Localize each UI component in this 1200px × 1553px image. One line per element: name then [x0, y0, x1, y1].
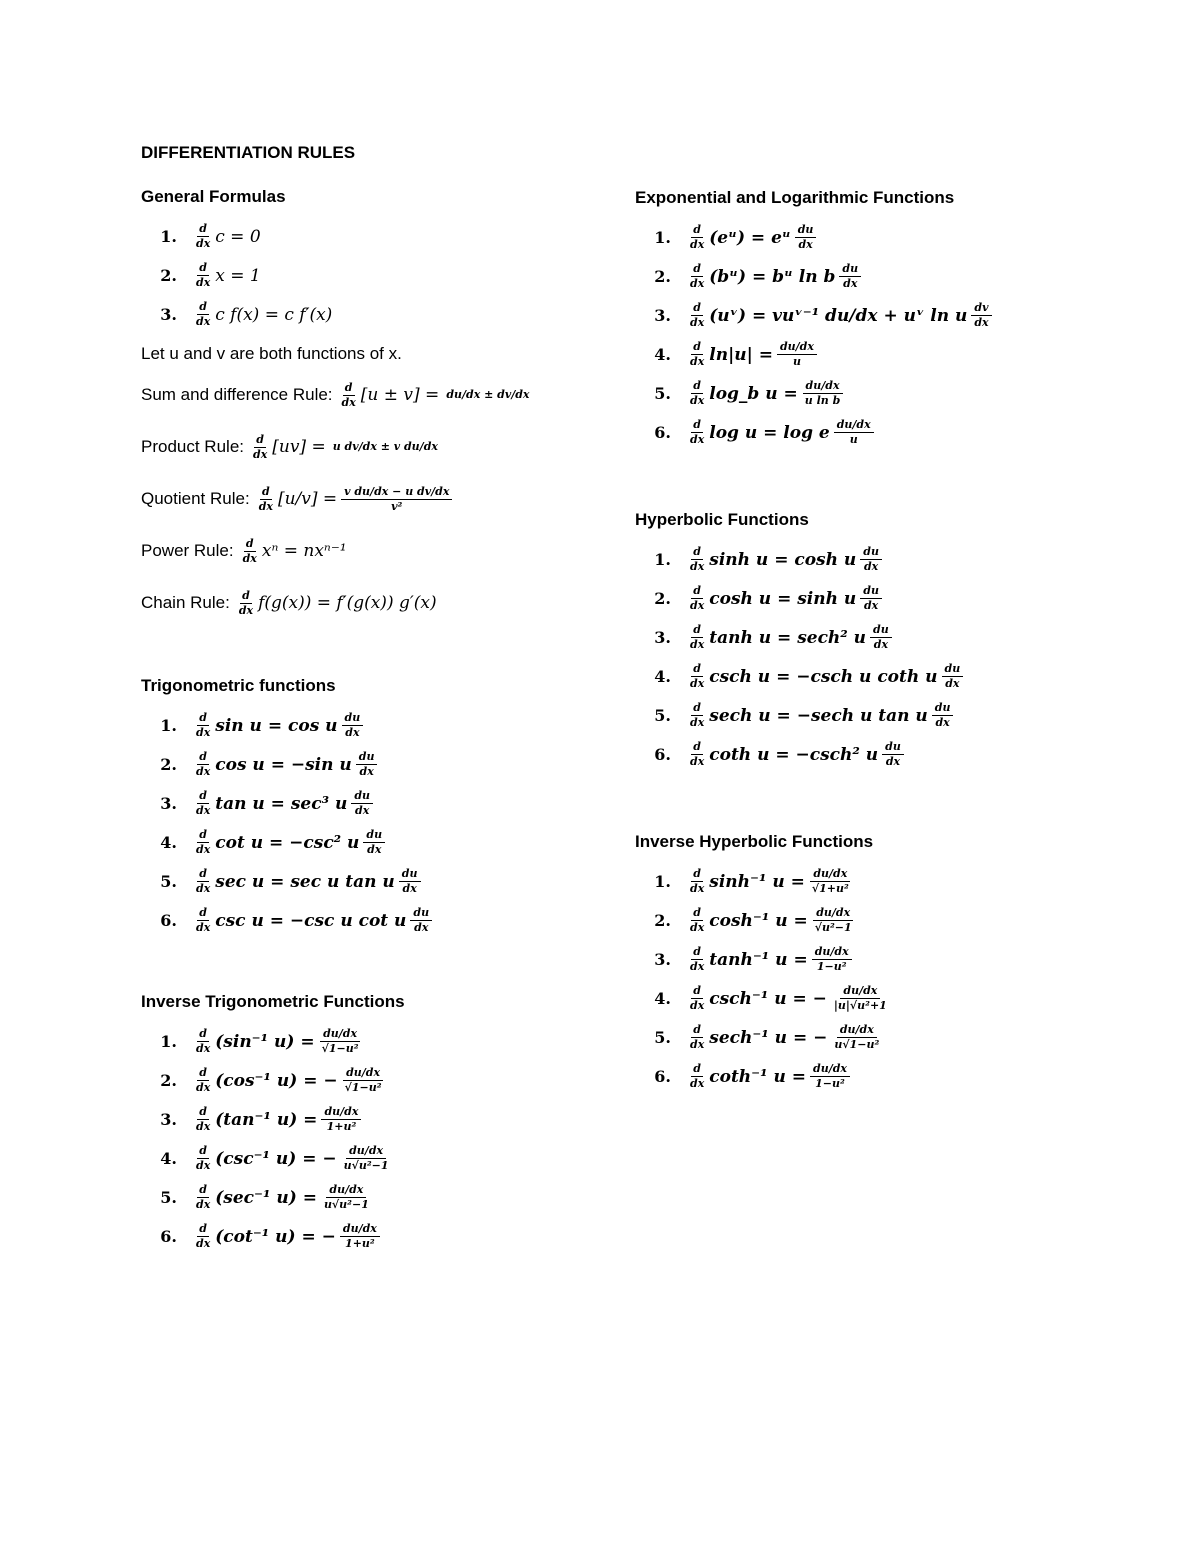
list-item — [141, 862, 601, 901]
formula-rhs: du dx — [399, 867, 421, 896]
item-number: 2. — [160, 266, 177, 285]
list-item — [141, 256, 601, 295]
formula: [uv] = — [272, 437, 326, 457]
formula: tan u = sec³ u — [215, 793, 348, 814]
derivative-operator: $\frac{d}{dx}$ — [196, 261, 211, 289]
inverse-trig-list — [141, 1022, 601, 1256]
formula-rhs: $\frac{du/dx}{\text{u ln b}}$ — [802, 379, 844, 408]
formula-rhs: $\frac{du/dx}{\text{√1−u²}}$ — [344, 1066, 382, 1094]
item-number: 5. — [160, 1188, 177, 1207]
formula: csc u = −csc u cot u — [215, 910, 407, 931]
derivative-operator: $\frac{d}{dx}$ — [690, 867, 705, 895]
sum-rule: Sum and difference Rule: $\frac{d}{dx}$ [u ± v] = du/dx ± dv/dx — [141, 380, 601, 410]
formula-rhs: dv dx — [971, 301, 991, 330]
formula-rhs: $\frac{du/dx}{\text{u√1−u²}}$ — [834, 1023, 880, 1051]
list-item — [635, 657, 1095, 696]
derivative-operator: $\frac{d}{dx}$ — [690, 1023, 705, 1051]
formula-rhs: $\frac{du/dx}{\text{u√u²−1}}$ — [323, 1183, 369, 1211]
derivative-operator: $\frac{d}{dx}$ — [690, 340, 705, 368]
hyperbolic-heading: Hyperbolic Functions — [635, 510, 809, 529]
list-item — [635, 862, 1095, 901]
list-item — [635, 413, 1095, 452]
item-number: 3. — [160, 305, 177, 324]
formula-rhs: du dx — [860, 584, 882, 613]
list-item — [635, 1018, 1095, 1057]
derivative-operator: $\frac{d}{dx}$ — [690, 223, 705, 251]
derivative-operator: $\frac{d}{dx}$ — [690, 1062, 705, 1090]
list-item — [635, 335, 1095, 374]
formula: sinh u = cosh u — [709, 549, 857, 570]
inverse-hyperbolic-list — [635, 862, 1095, 1096]
let-statement: Let u and v are both functions of x. — [141, 344, 402, 363]
rule-rhs: u dv/dx ± v du/dx — [332, 440, 438, 453]
item-number: 5. — [654, 706, 671, 725]
formula-rhs: du dx — [363, 828, 385, 857]
formula-rhs: du dx — [882, 740, 904, 769]
page-title: DIFFERENTIATION RULES — [141, 143, 356, 162]
item-number: 4. — [654, 667, 671, 686]
quotient-rule: Quotient Rule: $\frac{d}{dx}$ [u/v] = $\frac{\text{v du/dx − u dv/dx}}{\text{v²}}$ — [141, 484, 601, 514]
formula: sech u = −sech u tan u — [709, 705, 928, 726]
formula-rhs: du dx — [839, 262, 861, 291]
derivative-operator: $\frac{d}{dx}$ — [196, 222, 211, 250]
item-number: 2. — [160, 1071, 177, 1090]
formula-rhs: $\frac{du/dx}{\text{√1−u²}}$ — [321, 1027, 359, 1055]
derivative-operator: $\frac{d}{dx}$ — [690, 301, 705, 329]
inverse-hyperbolic-heading: Inverse Hyperbolic Functions — [635, 832, 874, 851]
list-item — [635, 735, 1095, 774]
derivative-operator: $\frac{d}{dx}$ — [690, 740, 705, 768]
list-item — [141, 745, 601, 784]
formula-rhs: $\frac{du/dx}{\text{1+u²}}$ — [340, 1222, 380, 1251]
formula: coth⁻¹ u = — [709, 1066, 807, 1087]
derivative-operator: $\frac{d}{dx}$ — [196, 300, 211, 328]
formula: (uᵛ) = vuᵛ⁻¹ du/dx + uᵛ ln u — [709, 305, 968, 326]
derivative-operator: $\frac{d}{dx}$ — [196, 1183, 211, 1211]
derivative-operator: $\frac{d}{dx}$ — [196, 1066, 211, 1094]
formula: (csc⁻¹ u) = − — [215, 1148, 337, 1169]
item-number: 4. — [654, 345, 671, 364]
formula: x = 1 — [215, 265, 261, 286]
formula: ln|u| = — [709, 344, 773, 365]
formula: (sec⁻¹ u) = — [215, 1187, 317, 1208]
formula-rhs: $\frac{du/dx}{\text{√u²−1}}$ — [814, 906, 852, 934]
formula: sec u = sec u tan u — [215, 871, 395, 892]
formula: csch u = −csch u coth u — [709, 666, 938, 687]
list-item — [141, 295, 601, 334]
formula-rhs: du dx — [870, 623, 892, 652]
formula-rhs: $\frac{du/dx}{\text{1+u²}}$ — [321, 1105, 361, 1134]
item-number: 6. — [160, 911, 177, 930]
list-item — [141, 1022, 601, 1061]
formula-rhs: du dx — [932, 701, 954, 730]
derivative-operator: $\frac{d}{dx}$ — [196, 711, 211, 739]
derivative-operator: $\frac{d}{dx}$ — [690, 418, 705, 446]
list-item — [635, 296, 1095, 335]
formula: sin u = cos u — [215, 715, 338, 736]
formula: cos u = −sin u — [215, 754, 352, 775]
item-number: 2. — [654, 589, 671, 608]
list-item — [635, 257, 1095, 296]
item-number: 3. — [654, 628, 671, 647]
item-number: 2. — [160, 755, 177, 774]
formula: c = 0 — [215, 226, 261, 247]
item-number: 4. — [160, 1149, 177, 1168]
derivative-operator: $\frac{d}{dx}$ — [242, 536, 257, 565]
item-number: 4. — [654, 989, 671, 1008]
formula-rhs: $\frac{du/dx}{\text{√1+u²}}$ — [811, 867, 849, 895]
item-number: 3. — [654, 306, 671, 325]
inverse-trig-heading: Inverse Trigonometric Functions — [141, 992, 405, 1011]
left-column — [141, 143, 601, 1256]
item-number: 1. — [654, 550, 671, 569]
rule-rhs: du/dx ± dv/dx — [446, 388, 530, 401]
formula: cosh⁻¹ u = — [709, 910, 808, 931]
trig-list — [141, 706, 601, 940]
derivative-operator: $\frac{d}{dx}$ — [690, 701, 705, 729]
derivative-operator: $\frac{d}{dx}$ — [690, 984, 705, 1012]
list-item — [635, 374, 1095, 413]
derivative-operator: $\frac{d}{dx}$ — [196, 1027, 211, 1055]
formula: (tan⁻¹ u) = — [215, 1109, 318, 1130]
power-rule: Power Rule: $\frac{d}{dx}$ xⁿ = nxⁿ⁻¹ — [141, 536, 347, 565]
formula-rhs: du dx — [342, 711, 364, 740]
formula-rhs: du dx — [410, 906, 432, 935]
formula: [u/v] = — [277, 489, 338, 509]
formula: tanh u = sech² u — [709, 627, 867, 648]
item-number: 2. — [654, 911, 671, 930]
list-item — [141, 1061, 601, 1100]
item-number: 3. — [160, 794, 177, 813]
formula-rhs: du dx — [942, 662, 964, 691]
derivative-operator: $\frac{d}{dx}$ — [196, 750, 211, 778]
formula-rhs: du dx — [860, 545, 882, 574]
list-item — [635, 1057, 1095, 1096]
formula: c f(x) = c f′(x) — [215, 304, 333, 325]
list-item — [635, 618, 1095, 657]
formula: xⁿ = nxⁿ⁻¹ — [261, 541, 347, 561]
general-formulas-heading: General Formulas — [141, 187, 286, 206]
formula: cot u = −csc² u — [215, 832, 360, 853]
rule-rhs: $\frac{\text{v du/dx − u dv/dx}}{\text{v²}}$ — [341, 485, 452, 514]
list-item — [635, 940, 1095, 979]
derivative-operator: $\frac{d}{dx}$ — [196, 828, 211, 856]
formula-rhs: $\frac{du/dx}{\text{1−u²}}$ — [812, 945, 852, 974]
item-number: 1. — [654, 872, 671, 891]
exp-log-heading: Exponential and Logarithmic Functions — [635, 188, 955, 207]
formula-rhs: $\frac{du/dx}{u}$ — [777, 340, 817, 369]
item-number: 3. — [654, 950, 671, 969]
trig-heading: Trigonometric functions — [141, 676, 336, 695]
derivative-operator: $\frac{d}{dx}$ — [258, 484, 273, 513]
formula-rhs: du dx — [351, 789, 373, 818]
formula-rhs: du/dx u — [834, 418, 874, 447]
derivative-operator: $\frac{d}{dx}$ — [690, 623, 705, 651]
formula: cosh u = sinh u — [709, 588, 857, 609]
list-item — [635, 579, 1095, 618]
formula: f(g(x)) = f′(g(x)) g′(x) — [258, 593, 437, 613]
chain-rule: Chain Rule: $\frac{d}{dx}$ f(g(x)) = f′(g(x)) g′(x) — [141, 588, 437, 617]
derivative-operator: $\frac{d}{dx}$ — [196, 867, 211, 895]
list-item — [141, 1217, 601, 1256]
list-item — [635, 540, 1095, 579]
derivative-operator: $\frac{d}{dx}$ — [341, 380, 356, 409]
item-number: 5. — [160, 872, 177, 891]
formula-rhs: $\frac{du/dx}{\text{u√u²−1}}$ — [343, 1144, 389, 1172]
list-item — [141, 901, 601, 940]
item-number: 1. — [160, 227, 177, 246]
item-number: 6. — [654, 1067, 671, 1086]
derivative-operator: $\frac{d}{dx}$ — [690, 379, 705, 407]
list-item — [141, 784, 601, 823]
formula: tanh⁻¹ u = — [709, 949, 808, 970]
derivative-operator: $\frac{d}{dx}$ — [196, 789, 211, 817]
formula: [u ± v] = — [360, 385, 440, 405]
item-number: 5. — [654, 384, 671, 403]
formula: log_b u = — [709, 383, 798, 404]
formula: (sin⁻¹ u) = — [215, 1031, 315, 1052]
exp-log-list — [635, 218, 1095, 452]
list-item — [141, 217, 601, 256]
derivative-operator: $\frac{d}{dx}$ — [253, 432, 268, 461]
list-item — [141, 1100, 601, 1139]
derivative-operator: $\frac{d}{dx}$ — [690, 945, 705, 973]
item-number: 6. — [160, 1227, 177, 1246]
derivative-operator: $\frac{d}{dx}$ — [690, 545, 705, 573]
item-number: 6. — [654, 745, 671, 764]
formula: (eᵘ) = eᵘ — [709, 227, 791, 248]
formula: coth u = −csch² u — [709, 744, 879, 765]
list-item — [635, 901, 1095, 940]
item-number: 1. — [160, 1032, 177, 1051]
list-item — [141, 1178, 601, 1217]
item-number: 4. — [160, 833, 177, 852]
formula: sinh⁻¹ u = — [709, 871, 805, 892]
list-item — [635, 218, 1095, 257]
derivative-operator: $\frac{d}{dx}$ — [690, 906, 705, 934]
derivative-operator: $\frac{d}{dx}$ — [690, 262, 705, 290]
item-number: 6. — [654, 423, 671, 442]
derivative-operator: $\frac{d}{dx}$ — [196, 1144, 211, 1172]
list-item — [635, 696, 1095, 735]
derivative-operator: $\frac{d}{dx}$ — [196, 1222, 211, 1250]
formula: csch⁻¹ u = − — [709, 988, 827, 1009]
formula-rhs: du dx — [356, 750, 378, 779]
derivative-operator: $\frac{d}{dx}$ — [690, 662, 705, 690]
general-formulas-list — [141, 217, 601, 334]
list-item — [141, 1139, 601, 1178]
hyperbolic-list — [635, 540, 1095, 774]
list-item — [141, 823, 601, 862]
item-number: 1. — [654, 228, 671, 247]
item-number: 1. — [160, 716, 177, 735]
formula: log u = log e — [709, 422, 830, 443]
list-item — [141, 706, 601, 745]
derivative-operator: $\frac{d}{dx}$ — [196, 906, 211, 934]
derivative-operator: $\frac{d}{dx}$ — [690, 584, 705, 612]
item-number: 3. — [160, 1110, 177, 1129]
product-rule: Product Rule: $\frac{d}{dx}$ [uv] = u dv/dx ± v du/dx — [141, 432, 601, 462]
list-item — [635, 979, 1095, 1018]
formula: (cos⁻¹ u) = − — [215, 1070, 338, 1091]
derivative-operator: $\frac{d}{dx}$ — [238, 588, 254, 617]
right-column — [635, 188, 1095, 1096]
formula-rhs: $\frac{du/dx}{\text{1−u²}}$ — [810, 1062, 850, 1091]
formula: (bᵘ) = bᵘ ln b — [709, 266, 836, 287]
formula: sech⁻¹ u = − — [709, 1027, 828, 1048]
item-number: 5. — [654, 1028, 671, 1047]
formula: (cot⁻¹ u) = − — [215, 1226, 336, 1247]
formula-rhs: $\frac{du/dx}{\text{|u|√u²+1}}$ — [833, 984, 887, 1012]
item-number: 2. — [654, 267, 671, 286]
derivative-operator: $\frac{d}{dx}$ — [196, 1105, 211, 1133]
formula-rhs: du dx — [795, 223, 817, 252]
